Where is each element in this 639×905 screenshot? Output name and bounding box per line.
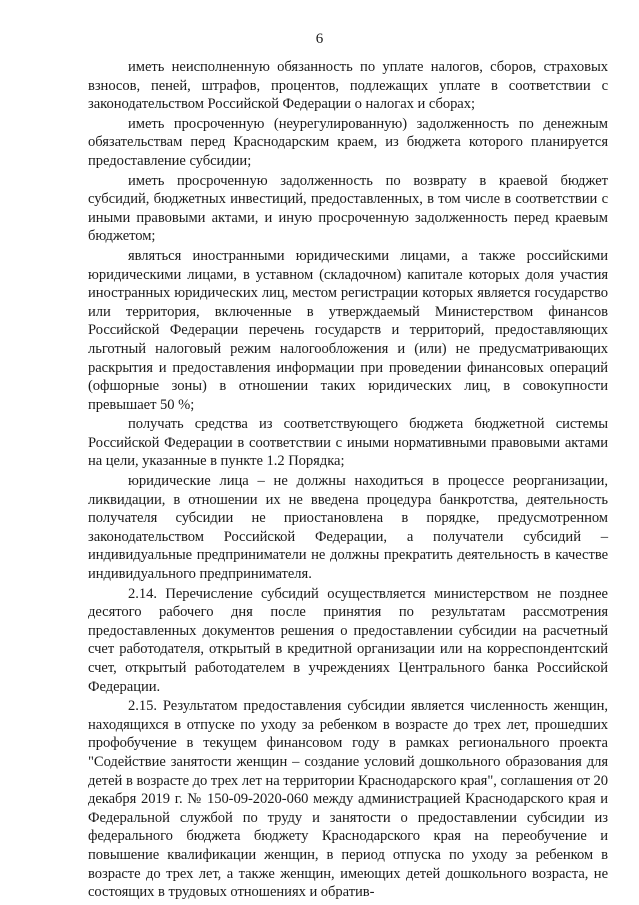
paragraph-foreign-entities: являться иностранными юридическими лицами, а также российскими юридическими лицами, в уставном (складочном) капитале которых доля участия иностранных юридических лиц, местом регистрации которых является государство или территория, включенные в утверждаемый Министерством финансов Российской Федерации перечень государств и территорий, предоставляющих льготный налоговый режим налогообложения и (или) не предусматривающих раскрытия и предоставления информации при проведении финансовых операций (офшорные зоны) в отношении таких юридических лиц, в совокупности превышает 50 %; [88,247,608,413]
paragraph-overdue-return: иметь просроченную задолженность по возврату в краевой бюджет субсидий, бюджетных инвестиций, предоставленных, в том числе в соответствии с иными правовыми актами, и иную просроченную задолженность перед краевым бюджетом; [88,172,608,245]
paragraph-clause-2-14: 2.14. Перечисление субсидий осуществляется министерством не позднее десятого рабочего дня после принятия по результатам рассмотрения предоставленных документов решения о предоставлении субсидии на расчетный счет работодателя, открытый в кредитной организации или на корреспондентский счет, открытый работодателем в учреждениях Центрального банка Российской Федерации. [88,585,608,695]
paragraph-legal-entities: юридические лица – не должны находиться в процессе реорганизации, ликвидации, в отношении их не введена процедура банкротства, деятельность получателя субсидии не приостановлена в порядке, предусмотренном законодательством Российской Федерации, а получатели субсидий – индивидуальные предприниматели не должны прекратить деятельность в качестве индивидуального предпринимателя. [88,473,608,583]
paragraph-clause-2-15: 2.15. Результатом предоставления субсидии является численность женщин, находящихся в отпуске по уходу за ребенком в возрасте до трех лет, прошедших профобучение в текущем финансовом году в рамках регионального проекта "Содействие занятости женщин – создание условий дошкольного образования для детей в возрасте до трех лет на территории Краснодарского края", соглашения от 20 декабря 2019 г. № 150-09-2020-060 между администрацией Краснодарского края и Федеральной службой по труду и занятости о предоставлении субсидии из федерального бюджета бюджету Краснодарского края на переобучение и повышение квалификации женщин, в период отпуска по уходу за ребенком в возрасте до трех лет, а также женщин, имеющих детей дошкольного возраста, не состоящих в трудовых отношениях и обратив- [88,698,608,901]
page-number: 6 [315,31,324,47]
paragraph-tax-arrears: иметь неисполненную обязанность по уплате налогов, сборов, страховых взносов, пеней, штрафов, процентов, подлежащих уплате в соответствии с законодательством Российской Федерации о налогах и сборах; [88,59,608,113]
paragraph-overdue-obligations: иметь просроченную (неурегулированную) задолженность по денежным обязательствам перед Краснодарским краем, из бюджета которого планируется предоставление субсидии; [88,115,608,169]
document-body [88,58,608,902]
paragraph-other-funds: получать средства из соответствующего бюджета бюджетной системы Российской Федерации в соответствии с иными нормативными правовыми актами на цели, указанные в пункте 1.2 Порядка; [88,416,608,470]
